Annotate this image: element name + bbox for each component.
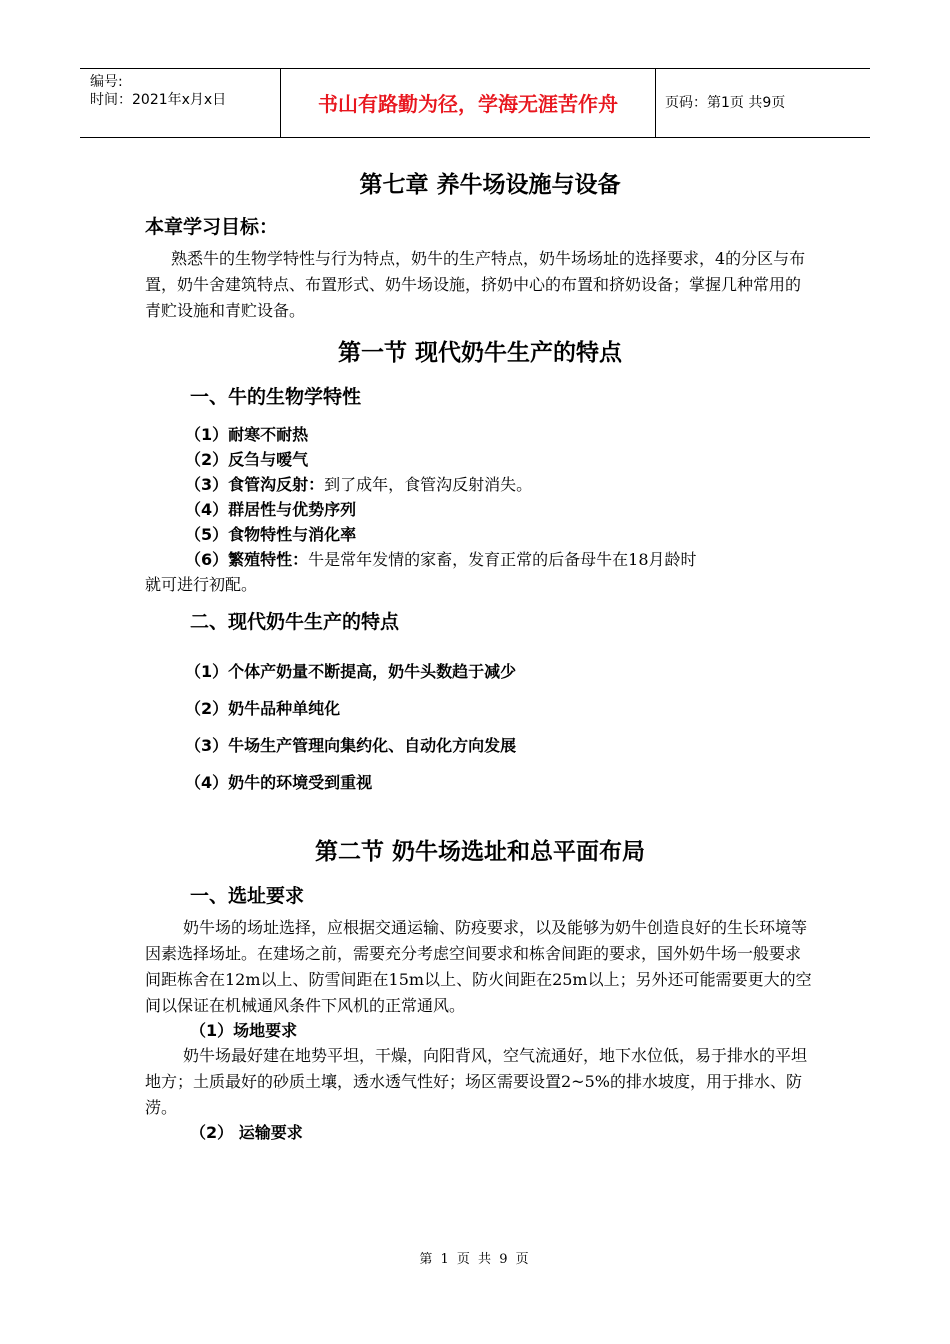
list-item: （3）牛场生产管理向集约化、自动化方向发展 bbox=[185, 736, 517, 755]
transport-requirement-heading: （2） 运输要求 bbox=[190, 1123, 303, 1142]
section2-title: 第二节 奶牛场选址和总平面布局 bbox=[314, 839, 645, 865]
list-item: （2）奶牛品种单纯化 bbox=[185, 699, 341, 718]
section2-sub1-heading: 一、选址要求 bbox=[190, 885, 305, 907]
header-meta-cell bbox=[80, 69, 280, 137]
learning-goal-paragraph: 熟悉牛的生物学特性与行为特点，奶牛的生产特点，奶牛场场址的选择要求，4的分区与布置，奶牛舍建筑特点、布置形式、奶牛场设施，挤奶中心的布置和挤奶设备；掌握几种常用的青贮设施和青贮设备。 bbox=[145, 249, 806, 320]
section1-sub2-heading: 二、现代奶牛生产的特点 bbox=[190, 611, 400, 633]
list-item: （3）食管沟反射：到了成年，食管沟反射消失。 bbox=[185, 475, 533, 494]
list-item: （1）耐寒不耐热 bbox=[185, 425, 309, 444]
list-item: （1）个体产奶量不断提高，奶牛头数趋于减少 bbox=[185, 662, 517, 681]
list-item: （4）群居性与优势序列 bbox=[185, 500, 357, 519]
document-body bbox=[145, 168, 815, 1145]
site-requirement-heading: （1）场地要求 bbox=[190, 1021, 298, 1040]
list-item: （2）反刍与嗳气 bbox=[185, 450, 309, 469]
page-code-label: 页码：第1页 共9页 bbox=[665, 95, 786, 111]
chapter-title: 第七章 养牛场设施与设备 bbox=[359, 172, 621, 198]
list-item: （6）繁殖特性：牛是常年发情的家畜，发育正常的后备母牛在18月龄时 bbox=[185, 550, 697, 569]
document-time-label: 时间：2021年x月x日 bbox=[90, 92, 227, 108]
site-selection-paragraph: 奶牛场的场址选择，应根据交通运输、防疫要求，以及能够为奶牛创造良好的生长环境等因素选择场址。在建场之前，需要充分考虑空间要求和栋舍间距的要求，国外奶牛场一般要求间距栋舍在12m以上、防雪间距在15m以上、防火间距在25m以上；另外还可能需要更大的空间以保证在机械通风条件下风机的正常通风。 bbox=[145, 918, 812, 1015]
learning-goal-heading: 本章学习目标： bbox=[145, 216, 279, 238]
header-page-cell bbox=[655, 69, 870, 137]
section1-sub1-heading: 一、牛的生物学特性 bbox=[190, 386, 362, 408]
page-footer: 第 1 页 共 9 页 bbox=[419, 1252, 531, 1267]
section1-title: 第一节 现代奶牛生产的特点 bbox=[337, 340, 622, 366]
list-item: （5）食物特性与消化率 bbox=[185, 525, 357, 544]
list-item-continuation: 就可进行初配。 bbox=[145, 575, 258, 594]
biology-list bbox=[145, 422, 815, 597]
production-features-list bbox=[145, 659, 815, 795]
page-header bbox=[80, 68, 870, 138]
motto-text: 书山有路勤为径，学海无涯苦作舟 bbox=[318, 92, 618, 116]
document-number-label: 编号: bbox=[90, 74, 123, 90]
header-motto-cell bbox=[280, 69, 656, 137]
list-item: （4）奶牛的环境受到重视 bbox=[185, 773, 373, 792]
site-requirement-paragraph: 奶牛场最好建在地势平坦，干燥，向阳背风，空气流通好，地下水位低，易于排水的平坦地方；土质最好的砂质土壤，透水透气性好；场区需要设置2~5%的排水坡度，用于排水、防涝。 bbox=[145, 1046, 808, 1117]
